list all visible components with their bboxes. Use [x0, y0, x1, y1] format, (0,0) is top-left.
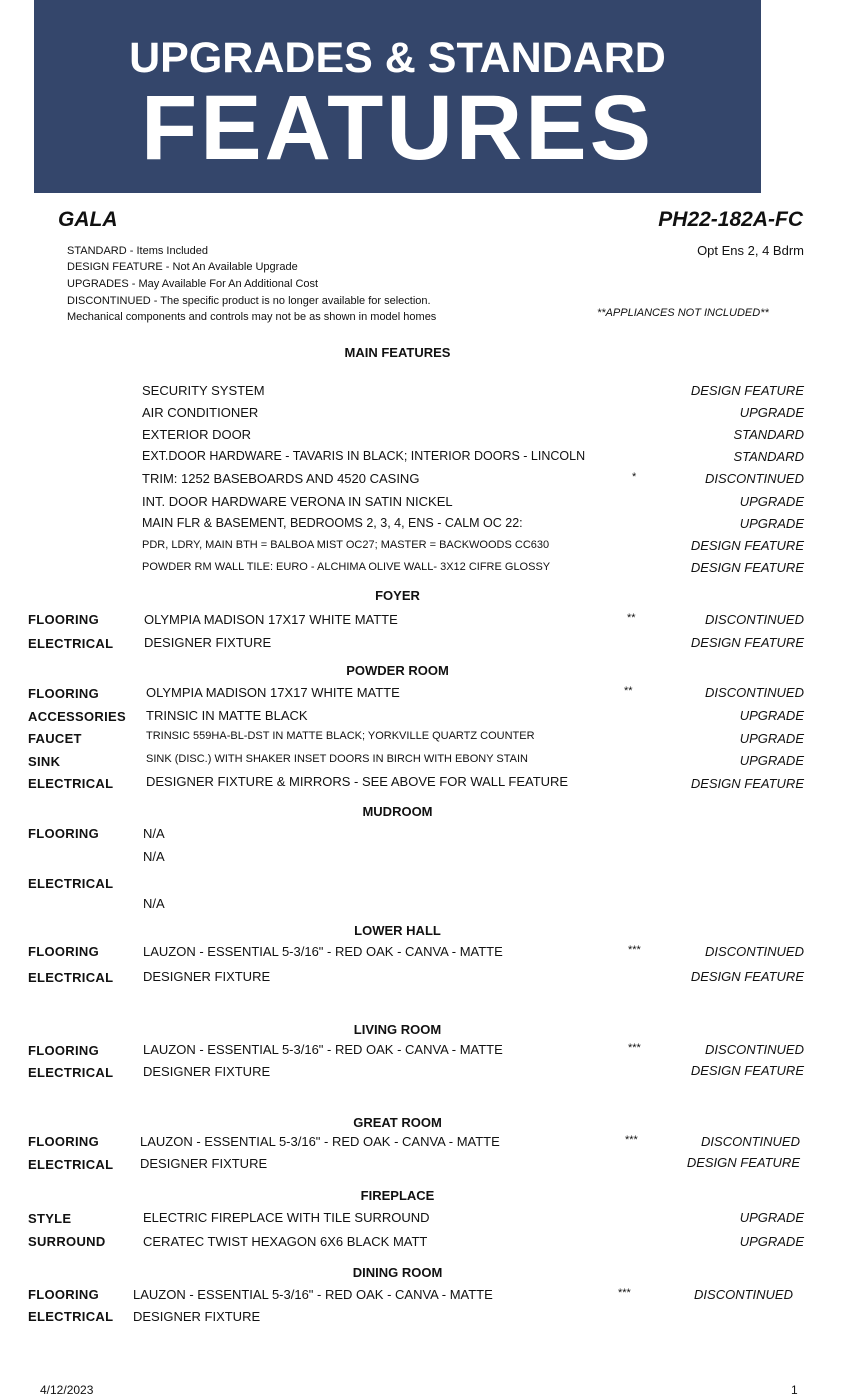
footnote-mark: *** [618, 1287, 631, 1299]
item-status: DISCONTINUED [701, 1134, 800, 1149]
item-desc: TRINSIC IN MATTE BLACK [146, 708, 308, 723]
item-status: DISCONTINUED [705, 1042, 804, 1057]
category-label: FLOORING [28, 1287, 100, 1302]
section-title-fireplace: FIREPLACE [360, 1188, 435, 1203]
banner-title-line1: UPGRADES & STANDARD [129, 34, 666, 82]
item-desc: LAUZON - ESSENTIAL 5-3/16" - RED OAK - CANVA - MATTE [133, 1287, 493, 1302]
category-label: FLOORING [28, 826, 100, 841]
item-status: UPGRADE [739, 753, 804, 768]
main-feature-desc: SECURITY SYSTEM [142, 383, 265, 398]
item-desc: DESIGNER FIXTURE [140, 1156, 268, 1171]
main-feature-status: STANDARD [733, 449, 804, 464]
item-status: UPGRADE [739, 1210, 804, 1225]
category-label: FLOORING [28, 1134, 100, 1149]
item-status: DESIGN FEATURE [690, 1063, 804, 1078]
item-desc: DESIGNER FIXTURE [143, 1064, 271, 1079]
model-name: GALA [58, 208, 118, 231]
category-label: FAUCET [28, 731, 82, 746]
main-feature-desc: PDR, LDRY, MAIN BTH = BALBOA MIST OC27; MASTER = BACKWOODS CC630 [142, 539, 550, 551]
section-title-living-room: LIVING ROOM [353, 1022, 442, 1037]
main-feature-status: DISCONTINUED [705, 471, 804, 486]
item-desc: OLYMPIA MADISON 17X17 WHITE MATTE [146, 685, 400, 700]
item-desc: N/A [143, 826, 165, 841]
item-desc: LAUZON - ESSENTIAL 5-3/16" - RED OAK - CANVA - MATTE [140, 1134, 500, 1149]
category-label: ELECTRICAL [28, 1157, 114, 1172]
item-status: DISCONTINUED [694, 1287, 793, 1302]
category-label: FLOORING [28, 686, 100, 701]
header-banner [34, 0, 761, 193]
category-label: ACCESSORIES [28, 709, 126, 724]
section-title-powder-room: POWDER ROOM [346, 663, 449, 678]
appliances-note: **APPLIANCES NOT INCLUDED** [597, 307, 769, 319]
main-feature-desc: AIR CONDITIONER [142, 405, 259, 420]
footer-date: 4/12/2023 [40, 1383, 94, 1397]
section-title-foyer: FOYER [375, 588, 420, 603]
legend-standard: STANDARD - Items Included [67, 245, 209, 257]
category-label: ELECTRICAL [28, 1309, 114, 1324]
category-label: SURROUND [28, 1234, 106, 1249]
item-status: UPGRADE [739, 731, 804, 746]
main-feature-desc: MAIN FLR & BASEMENT, BEDROOMS 2, 3, 4, ENS - CALM OC 22: [142, 516, 523, 530]
footnote-mark: ** [624, 685, 633, 697]
item-desc: OLYMPIA MADISON 17X17 WHITE MATTE [144, 612, 398, 627]
item-status: UPGRADE [739, 708, 804, 723]
category-label: FLOORING [28, 612, 100, 627]
footnote-mark: *** [628, 944, 641, 956]
item-status: DISCONTINUED [705, 685, 804, 700]
page-number: 1 [791, 1383, 798, 1397]
footnote-mark: * [632, 471, 637, 483]
item-desc: DESIGNER FIXTURE & MIRRORS - SEE ABOVE FOR WALL FEATURE [146, 774, 569, 789]
item-status: DESIGN FEATURE [690, 635, 804, 650]
category-label: SINK [28, 754, 61, 769]
footnote-mark: *** [628, 1042, 641, 1054]
category-label: ELECTRICAL [28, 876, 114, 891]
category-label: FLOORING [28, 1043, 100, 1058]
main-feature-desc: TRIM: 1252 BASEBOARDS AND 4520 CASING [142, 471, 420, 486]
legend-mechanical-note: Mechanical components and controls may not be as shown in model homes [67, 311, 437, 323]
main-feature-status: STANDARD [733, 427, 804, 442]
main-feature-status: DESIGN FEATURE [690, 560, 804, 575]
item-status: DISCONTINUED [705, 612, 804, 627]
item-desc: N/A [143, 849, 165, 864]
item-desc: TRINSIC 559HA-BL-DST IN MATTE BLACK; YORKVILLE QUARTZ COUNTER [146, 730, 535, 742]
main-feature-status: UPGRADE [739, 405, 804, 420]
section-title-great-room: GREAT ROOM [353, 1115, 442, 1130]
main-feature-desc: INT. DOOR HARDWARE VERONA IN SATIN NICKEL [142, 494, 453, 509]
item-desc: DESIGNER FIXTURE [144, 635, 272, 650]
item-desc: DESIGNER FIXTURE [143, 969, 271, 984]
footnote-mark: ** [627, 612, 636, 624]
legend-discontinued: DISCONTINUED - The specific product is no longer available for selection. [67, 295, 431, 307]
category-label: ELECTRICAL [28, 1065, 114, 1080]
section-title-main-features: MAIN FEATURES [344, 345, 451, 360]
item-desc: SINK (DISC.) WITH SHAKER INSET DOORS IN BIRCH WITH EBONY STAIN [146, 753, 528, 765]
legend-design-feature: DESIGN FEATURE - Not An Available Upgrade [67, 261, 298, 273]
section-title-mudroom: MUDROOM [362, 804, 433, 819]
item-desc: CERATEC TWIST HEXAGON 6X6 BLACK MATT [143, 1234, 428, 1249]
item-status: DESIGN FEATURE [690, 969, 804, 984]
item-status: DESIGN FEATURE [690, 776, 804, 791]
category-label: ELECTRICAL [28, 636, 114, 651]
category-label: ELECTRICAL [28, 970, 114, 985]
main-feature-desc: EXTERIOR DOOR [142, 427, 252, 442]
banner-title-line2: FEATURES [141, 77, 654, 179]
category-label: STYLE [28, 1211, 72, 1226]
main-feature-status: UPGRADE [739, 516, 804, 531]
category-label: FLOORING [28, 944, 100, 959]
plan-option: Opt Ens 2, 4 Bdrm [697, 243, 804, 258]
item-desc: DESIGNER FIXTURE [133, 1309, 261, 1324]
plan-code: PH22-182A-FC [658, 208, 803, 231]
main-feature-desc: EXT.DOOR HARDWARE - TAVARIS IN BLACK; INTERIOR DOORS - LINCOLN [142, 449, 586, 463]
legend-upgrades: UPGRADES - May Available For An Additional Cost [67, 278, 319, 290]
item-desc: LAUZON - ESSENTIAL 5-3/16" - RED OAK - CANVA - MATTE [143, 1042, 503, 1057]
item-desc: ELECTRIC FIREPLACE WITH TILE SURROUND [143, 1210, 430, 1225]
item-status: DESIGN FEATURE [686, 1155, 800, 1170]
item-desc: N/A [143, 896, 165, 911]
section-title-dining-room: DINING ROOM [352, 1265, 443, 1280]
item-desc: LAUZON - ESSENTIAL 5-3/16" - RED OAK - CANVA - MATTE [143, 944, 503, 959]
item-status: UPGRADE [739, 1234, 804, 1249]
main-feature-desc: POWDER RM WALL TILE: EURO - ALCHIMA OLIVE WALL- 3X12 CIFRE GLOSSY [142, 561, 551, 573]
item-status: DISCONTINUED [705, 944, 804, 959]
section-title-lower-hall: LOWER HALL [354, 923, 441, 938]
main-feature-status: UPGRADE [739, 494, 804, 509]
footnote-mark: *** [625, 1134, 638, 1146]
main-feature-status: DESIGN FEATURE [690, 383, 804, 398]
main-feature-status: DESIGN FEATURE [690, 538, 804, 553]
category-label: ELECTRICAL [28, 776, 114, 791]
